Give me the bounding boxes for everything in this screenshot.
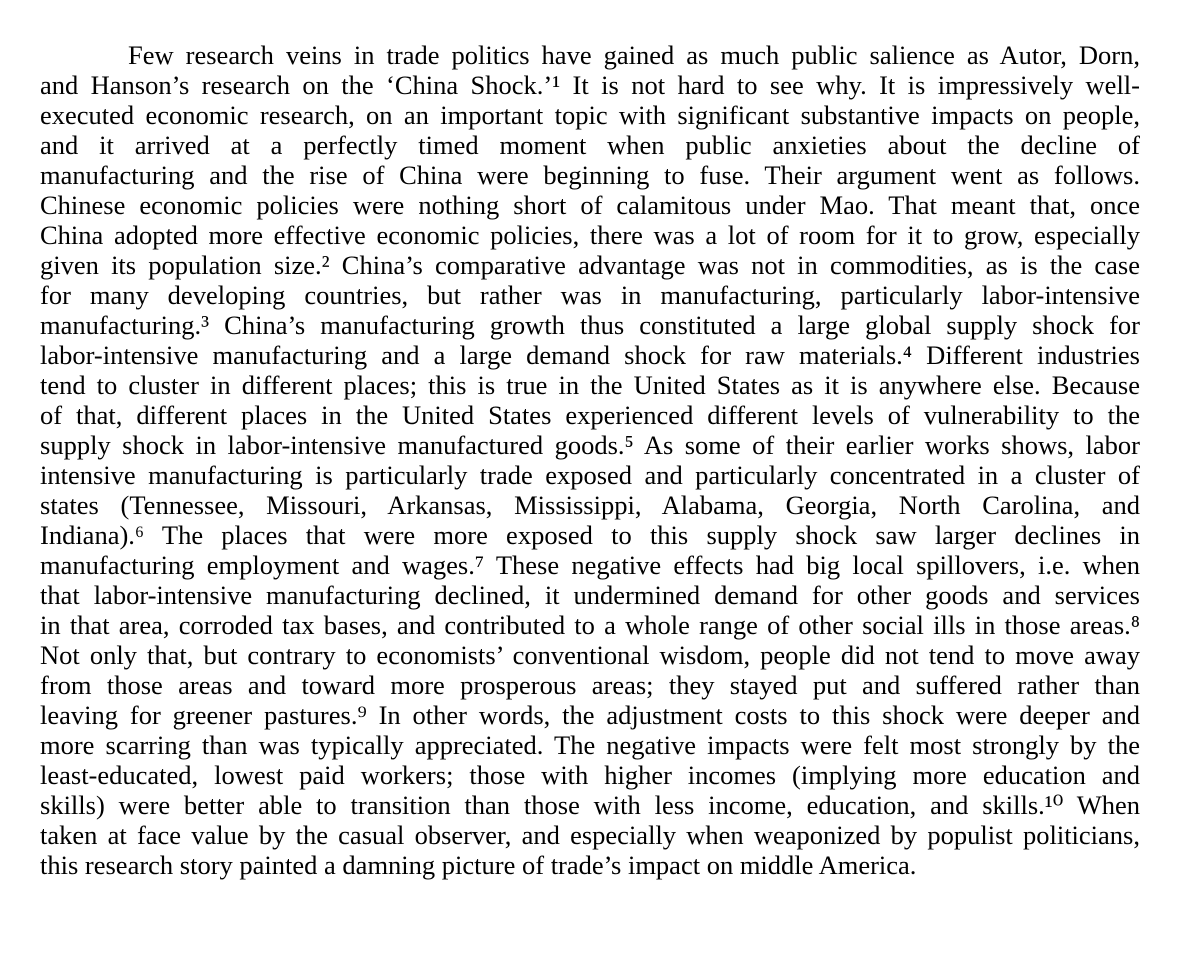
paragraph-line: least-educated, lowest paid workers; those with higher incomes (implying more education and — [40, 760, 1140, 790]
paragraph-line: manufacturing.³ China’s manufacturing growth thus constituted a large global supply shock for — [40, 310, 1140, 340]
paragraph-line: intensive manufacturing is particularly trade exposed and particularly concentrated in a cluster of — [40, 460, 1140, 490]
paragraph-line: Few research veins in trade politics have gained as much public salience as Autor, Dorn, — [128, 40, 1140, 70]
paragraph-line: skills) were better able to transition than those with less income, education, and skills.¹⁰ When — [40, 790, 1140, 820]
paragraph-line: labor-intensive manufacturing and a large demand shock for raw materials.⁴ Different industries — [40, 340, 1140, 370]
paragraph-line: more scarring than was typically appreciated. The negative impacts were felt most strongly by the — [40, 730, 1140, 760]
paragraph-line: states (Tennessee, Missouri, Arkansas, Mississippi, Alabama, Georgia, North Carolina, and — [40, 490, 1140, 520]
paragraph-line: Indiana).⁶ The places that were more exposed to this supply shock saw larger declines in — [40, 520, 1140, 550]
paragraph-line: tend to cluster in different places; this is true in the United States as it is anywhere else. Because — [40, 370, 1140, 400]
paragraph-line: supply shock in labor-intensive manufactured goods.⁵ As some of their earlier works shows, labor — [40, 430, 1140, 460]
paragraph-line: for many developing countries, but rather was in manufacturing, particularly labor-intensive — [40, 280, 1140, 310]
paragraph-line: given its population size.² China’s comparative advantage was not in commodities, as is the case — [40, 250, 1140, 280]
paragraph-line: and it arrived at a perfectly timed moment when public anxieties about the decline of — [40, 130, 1140, 160]
paragraph-line: China adopted more effective economic policies, there was a lot of room for it to grow, especially — [40, 220, 1140, 250]
body-paragraph — [40, 40, 1140, 880]
paragraph-line: Chinese economic policies were nothing short of calamitous under Mao. That meant that, once — [40, 190, 1140, 220]
paragraph-line: leaving for greener pastures.⁹ In other words, the adjustment costs to this shock were deeper and — [40, 700, 1140, 730]
paragraph-line: from those areas and toward more prosperous areas; they stayed put and suffered rather than — [40, 670, 1140, 700]
paragraph-line: in that area, corroded tax bases, and contributed to a whole range of other social ills in those areas.⁸ — [40, 610, 1140, 640]
paragraph-line: this research story painted a damning picture of trade’s impact on middle America. — [40, 850, 917, 880]
paragraph-line: that labor-intensive manufacturing declined, it undermined demand for other goods and services — [40, 580, 1140, 610]
paragraph-line: manufacturing employment and wages.⁷ These negative effects had big local spillovers, i.e. when — [40, 550, 1140, 580]
paragraph-line: Not only that, but contrary to economists’ conventional wisdom, people did not tend to move away — [40, 640, 1140, 670]
paragraph-line: and Hanson’s research on the ‘China Shock.’¹ It is not hard to see why. It is impressively well- — [40, 70, 1140, 100]
paragraph-line: executed economic research, on an important topic with significant substantive impacts on people, — [40, 100, 1140, 130]
paragraph-line: manufacturing and the rise of China were beginning to fuse. Their argument went as follows. — [40, 160, 1140, 190]
paragraph-line: taken at face value by the casual observer, and especially when weaponized by populist politicians, — [40, 820, 1140, 850]
paragraph-line: of that, different places in the United States experienced different levels of vulnerability to the — [40, 400, 1140, 430]
